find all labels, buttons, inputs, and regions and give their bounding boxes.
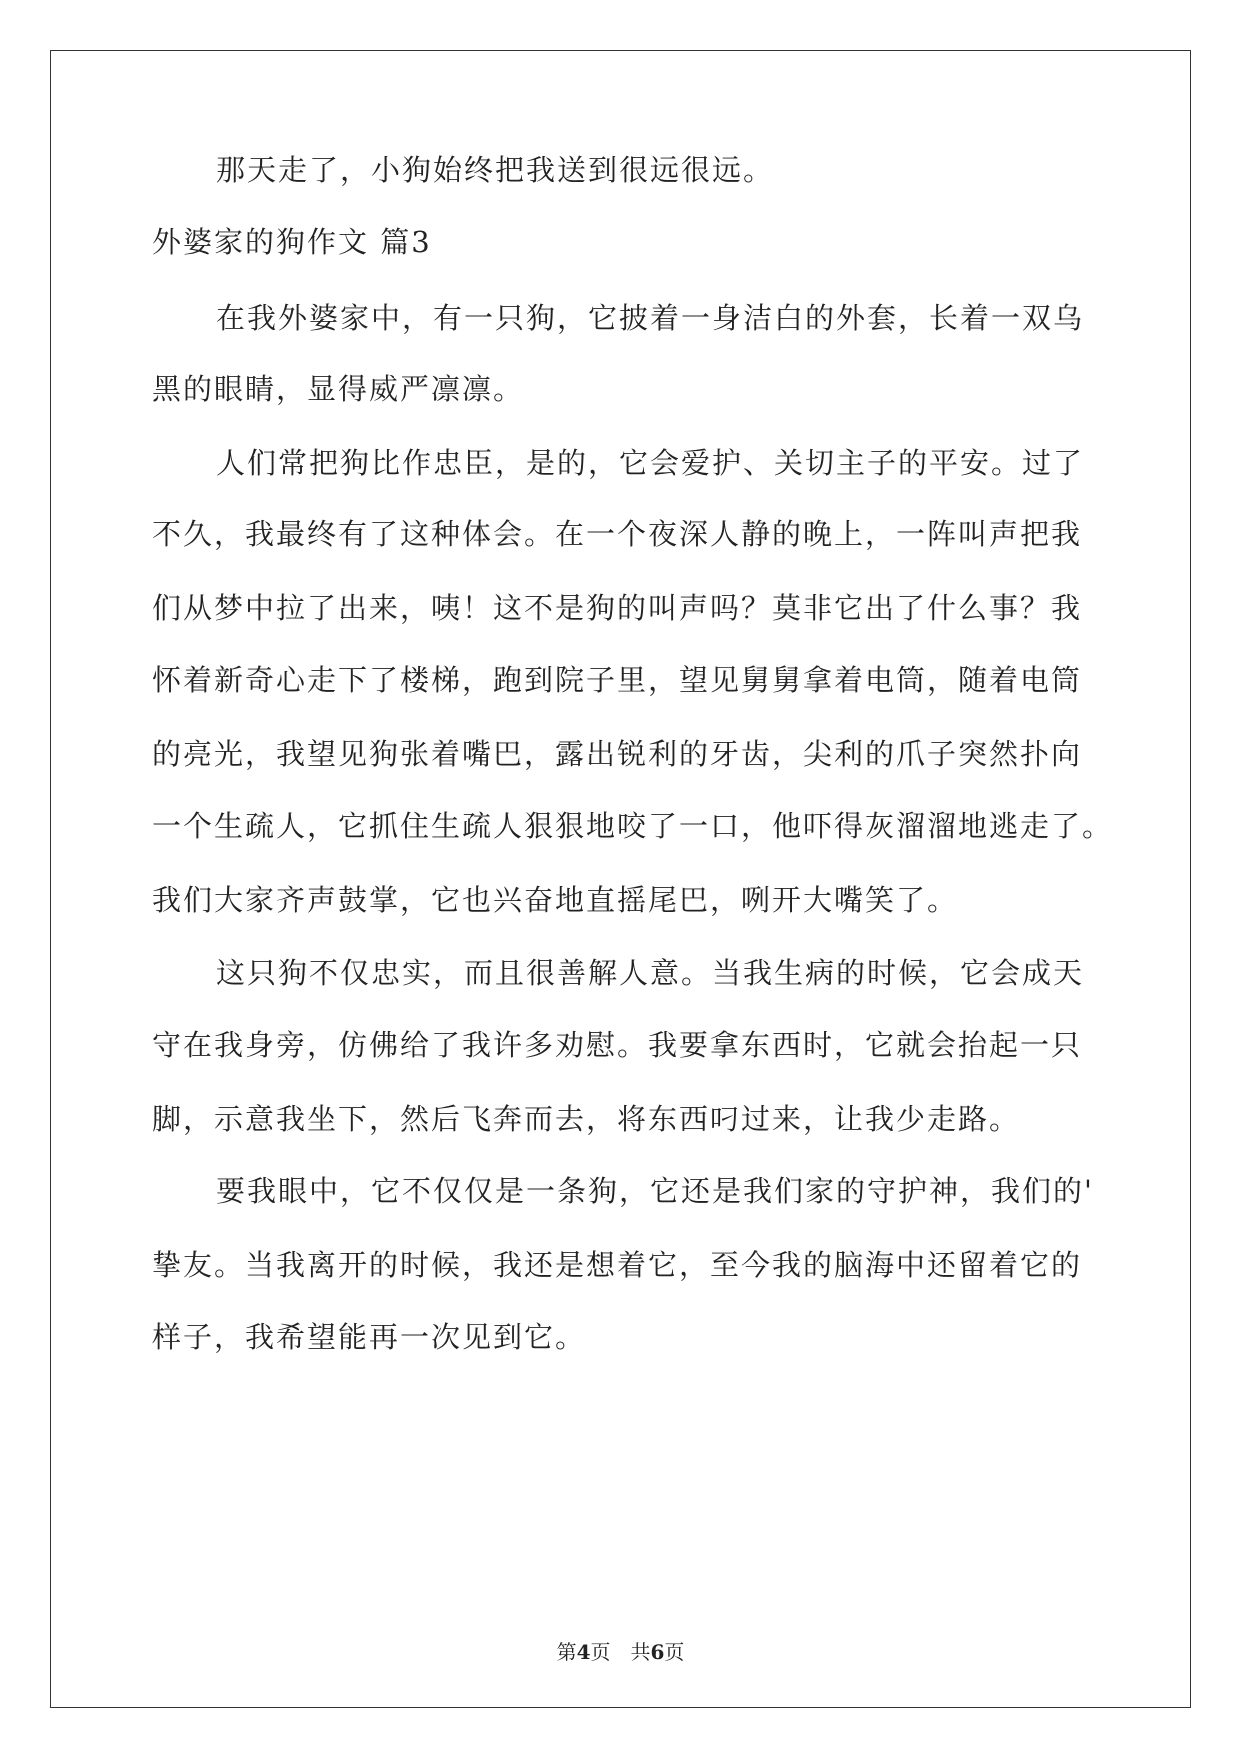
footer-total-pages: 6	[650, 1640, 665, 1664]
page-footer	[0, 1636, 1241, 1665]
paragraph-line: 一个生疏人，它抓住生疏人狠狠地咬了一口，他吓得灰溜溜地逃走了。	[152, 809, 1114, 843]
paragraph-line: 这只狗不仅忠实，而且很善解人意。当我生病的时候，它会成天	[216, 956, 1085, 990]
paragraph-line: 挚友。当我离开的时候，我还是想着它，至今我的脑海中还留着它的	[152, 1248, 1083, 1282]
footer-prefix: 第	[556, 1640, 577, 1664]
paragraph-line: 的亮光，我望见狗张着嘴巴，露出锐利的牙齿，尖利的爪子突然扑向	[152, 737, 1083, 771]
section-heading: 外婆家的狗作文 篇3	[152, 225, 432, 259]
paragraph-line: 要我眼中，它不仅仅是一条狗，它还是我们家的守护神，我们的'	[216, 1174, 1094, 1208]
paragraph-line: 守在我身旁，仿佛给了我许多劝慰。我要拿东西时，它就会抬起一只	[152, 1028, 1083, 1062]
paragraph-line: 样子，我希望能再一次见到它。	[152, 1320, 587, 1354]
paragraph-line: 怀着新奇心走下了楼梯，跑到院子里，望见舅舅拿着电筒，随着电筒	[152, 663, 1083, 697]
paragraph-line: 人们常把狗比作忠臣，是的，它会爱护、关切主子的平安。过了	[216, 446, 1085, 480]
footer-middle: 页 共	[590, 1640, 651, 1664]
paragraph-line: 脚，示意我坐下，然后飞奔而去，将东西叼过来，让我少走路。	[152, 1102, 1021, 1136]
paragraph-line: 在我外婆家中，有一只狗，它披着一身洁白的外套，长着一双乌	[216, 301, 1085, 335]
footer-page-number: 4	[576, 1640, 591, 1664]
paragraph-line: 黑的眼睛，显得威严凛凛。	[152, 372, 525, 406]
paragraph-line: 我们大家齐声鼓掌，它也兴奋地直摇尾巴，咧开大嘴笑了。	[152, 883, 959, 917]
footer-suffix: 页	[664, 1640, 685, 1664]
paragraph-line: 不久，我最终有了这种体会。在一个夜深人静的晚上，一阵叫声把我	[152, 517, 1083, 551]
paragraph-line: 那天走了，小狗始终把我送到很远很远。	[216, 153, 775, 187]
paragraph-line: 们从梦中拉了出来，咦！这不是狗的叫声吗？莫非它出了什么事？我	[152, 591, 1083, 625]
